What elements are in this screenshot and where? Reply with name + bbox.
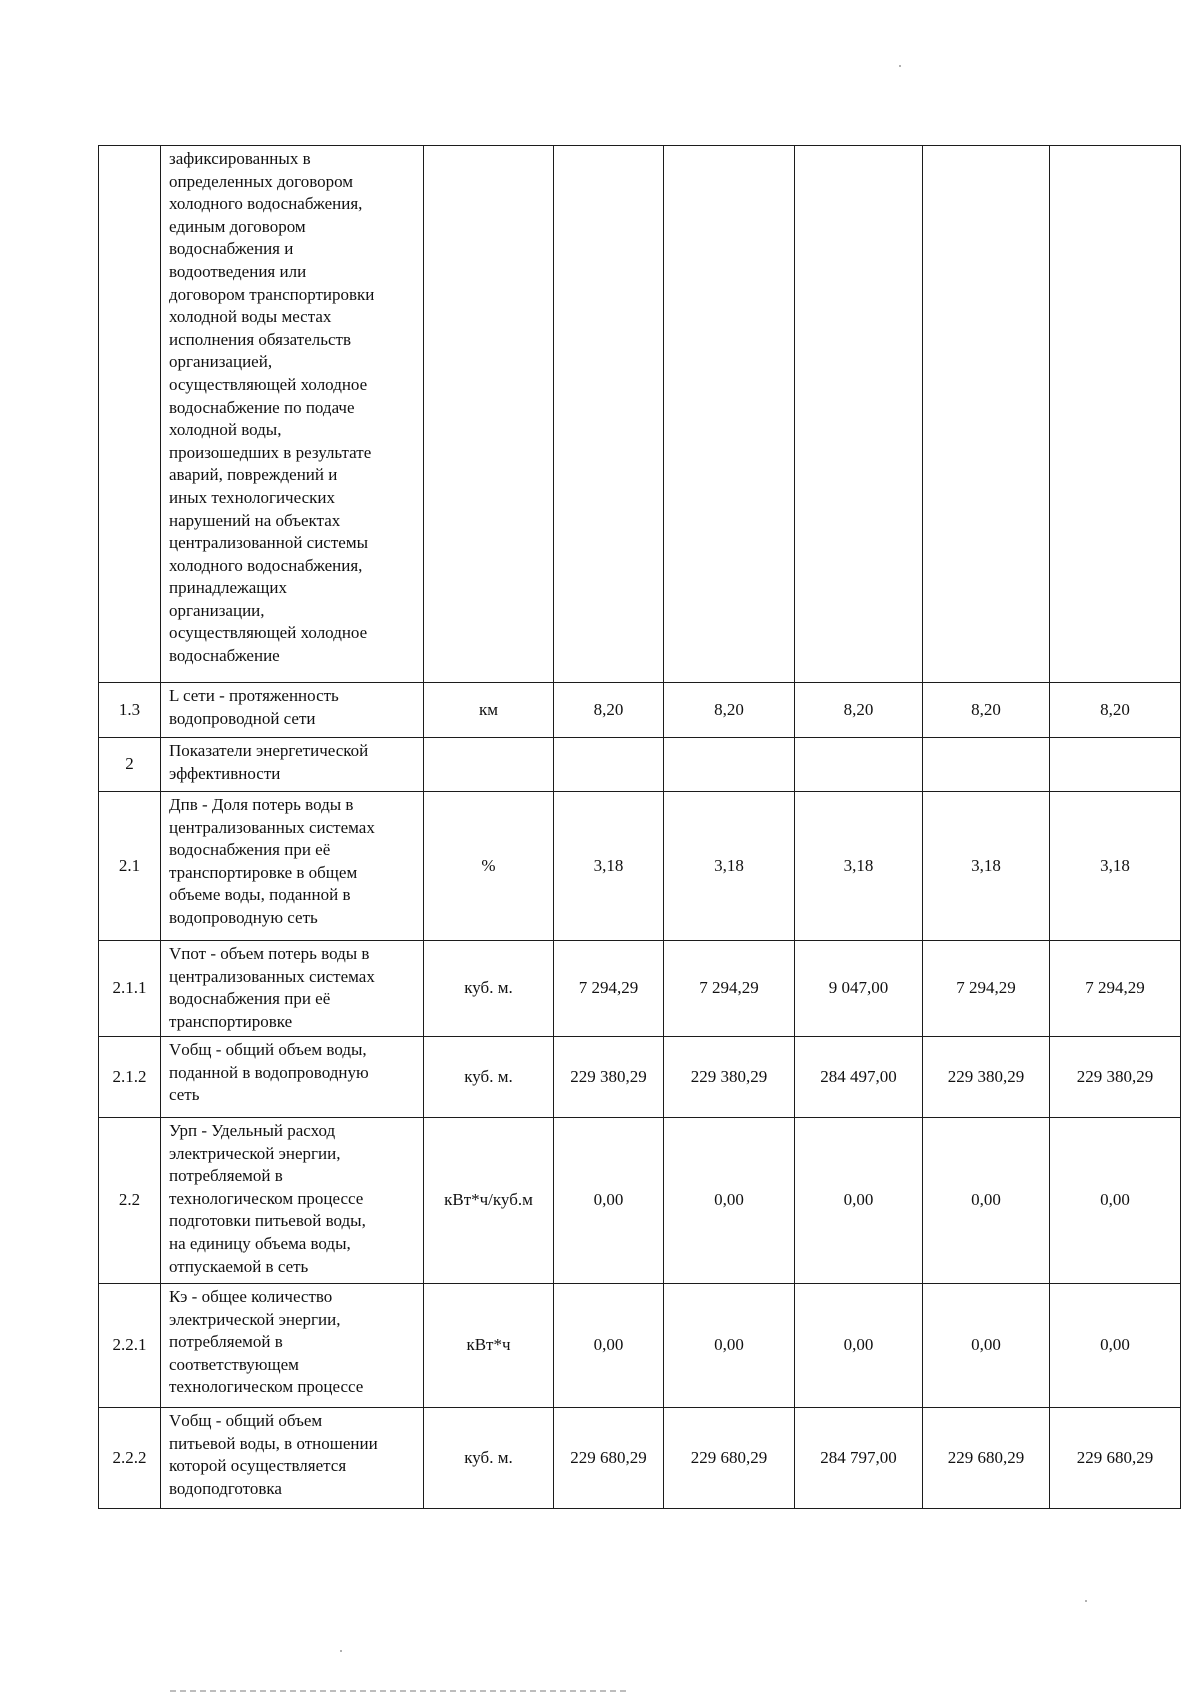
value-cell: 229 680,29 (554, 1408, 664, 1509)
value-cell: 9 047,00 (795, 941, 923, 1037)
indicator-description-cell (161, 738, 424, 792)
description-line: договором транспортировки (169, 284, 375, 304)
description-line: водоснабжение по подаче (169, 397, 355, 417)
value-cell (664, 738, 795, 792)
row-number-cell: 2.1 (99, 792, 161, 941)
value-cell: 229 680,29 (923, 1408, 1050, 1509)
value-cell: 229 380,29 (554, 1037, 664, 1118)
value-cell: 3,18 (923, 792, 1050, 941)
description-line: единым договором (169, 216, 306, 236)
description-line: водоотведения или (169, 261, 307, 281)
description-line: централизованных системах (169, 817, 375, 837)
value-cell: 7 294,29 (664, 941, 795, 1037)
value-cell (795, 738, 923, 792)
value-cell: 229 380,29 (664, 1037, 795, 1118)
row-number-cell: 2.2.1 (99, 1284, 161, 1408)
description-line: водоснабжения и (169, 239, 294, 259)
unit-cell: куб. м. (424, 941, 554, 1037)
description-line: которой осуществляется (169, 1456, 347, 1476)
description-line: транспортировке в общем (169, 862, 358, 882)
scan-speck (1085, 1600, 1087, 1602)
value-cell (1050, 146, 1181, 683)
table-row (99, 1037, 1181, 1118)
value-cell: 0,00 (795, 1284, 923, 1408)
value-cell: 229 380,29 (923, 1037, 1050, 1118)
value-cell (1050, 738, 1181, 792)
table-row (99, 1408, 1181, 1509)
table-row (99, 941, 1181, 1037)
description-line: зафиксированных в (169, 149, 311, 168)
value-cell: 0,00 (664, 1284, 795, 1408)
value-cell: 0,00 (554, 1118, 664, 1284)
value-cell: 3,18 (554, 792, 664, 941)
description-line: потребляемой в (169, 1332, 283, 1352)
unit-cell (424, 146, 554, 683)
description-line: на единицу объема воды, (169, 1233, 351, 1253)
description-line: сеть (169, 1085, 200, 1105)
description-line: Кэ - общее количество (169, 1287, 333, 1306)
indicator-description-cell (161, 941, 424, 1037)
description-line: аварий, повреждений и (169, 465, 338, 485)
description-line: соответствующем (169, 1354, 299, 1374)
indicator-description-cell (161, 683, 424, 738)
description-line: Показатели энергетической (169, 741, 369, 760)
value-cell: 0,00 (1050, 1118, 1181, 1284)
value-cell (795, 146, 923, 683)
unit-cell: кВт*ч (424, 1284, 554, 1408)
description-line: водоснабжения при её (169, 989, 331, 1009)
description-line: определенных договором (169, 171, 354, 191)
unit-cell: куб. м. (424, 1037, 554, 1118)
indicator-description-cell (161, 1284, 424, 1408)
description-line: исполнения обязательств (169, 329, 351, 349)
description-line: L сети - протяженность (169, 686, 339, 705)
row-number-cell: 2.2 (99, 1118, 161, 1284)
table-row (99, 146, 1181, 683)
description-line: холодной воды, (169, 420, 282, 440)
value-cell: 3,18 (795, 792, 923, 941)
scan-speck (899, 65, 901, 67)
description-line: Дпв - Доля потерь воды в (169, 795, 354, 814)
value-cell: 7 294,29 (1050, 941, 1181, 1037)
value-cell: 229 680,29 (664, 1408, 795, 1509)
description-line: организацией, (169, 352, 273, 372)
description-line: принадлежащих (169, 578, 287, 598)
description-line: электрической энергии, (169, 1143, 341, 1163)
unit-cell (424, 738, 554, 792)
scan-speck (340, 1650, 342, 1652)
description-line: Vпот - объем потерь воды в (169, 944, 370, 963)
value-cell: 0,00 (554, 1284, 664, 1408)
description-line: водоснабжение (169, 646, 280, 666)
value-cell: 7 294,29 (923, 941, 1050, 1037)
description-line: поданной в водопроводную (169, 1062, 369, 1082)
value-cell (923, 146, 1050, 683)
description-line: водопроводную сеть (169, 907, 318, 927)
description-line: произошедших в результате (169, 442, 372, 462)
row-number-cell: 2.1.2 (99, 1037, 161, 1118)
table-row (99, 683, 1181, 738)
value-cell: 8,20 (554, 683, 664, 738)
value-cell: 284 497,00 (795, 1037, 923, 1118)
description-line: Vобщ - общий объем (169, 1411, 323, 1430)
value-cell: 0,00 (1050, 1284, 1181, 1408)
description-line: централизованных системах (169, 966, 375, 986)
description-line: Vобщ - общий объем воды, (169, 1040, 367, 1059)
description-line: отпускаемой в сеть (169, 1256, 309, 1276)
description-line: нарушений на объектах (169, 510, 341, 530)
value-cell: 8,20 (664, 683, 795, 738)
row-number-cell: 2.2.2 (99, 1408, 161, 1509)
indicator-description-cell (161, 1037, 424, 1118)
value-cell: 3,18 (1050, 792, 1181, 941)
description-line: организации, (169, 600, 265, 620)
row-number-cell: 2.1.1 (99, 941, 161, 1037)
row-number-cell: 2 (99, 738, 161, 792)
value-cell: 8,20 (923, 683, 1050, 738)
value-cell (923, 738, 1050, 792)
description-line: иных технологических (169, 487, 335, 507)
value-cell: 229 380,29 (1050, 1037, 1181, 1118)
table-row (99, 1284, 1181, 1408)
description-line: потребляемой в (169, 1166, 283, 1186)
value-cell: 8,20 (1050, 683, 1181, 738)
value-cell: 0,00 (664, 1118, 795, 1284)
unit-cell: куб. м. (424, 1408, 554, 1509)
description-line: централизованной системы (169, 533, 369, 553)
indicator-description-cell (161, 1408, 424, 1509)
description-line: водопроводной сети (169, 708, 316, 728)
table-row (99, 792, 1181, 941)
value-cell: 0,00 (923, 1118, 1050, 1284)
indicator-description-cell (161, 146, 424, 683)
description-line: холодной воды местах (169, 307, 332, 327)
value-cell: 3,18 (664, 792, 795, 941)
description-line: транспортировке (169, 1011, 293, 1031)
value-cell: 8,20 (795, 683, 923, 738)
value-cell: 229 680,29 (1050, 1408, 1181, 1509)
unit-cell: кВт*ч/куб.м (424, 1118, 554, 1284)
description-line: эффективности (169, 763, 281, 783)
table-row (99, 1118, 1181, 1284)
value-cell (664, 146, 795, 683)
table-body (99, 146, 1181, 1509)
description-line: Урп - Удельный расход (169, 1121, 336, 1140)
value-cell: 7 294,29 (554, 941, 664, 1037)
description-line: осуществляющей холодное (169, 374, 368, 394)
description-line: технологическом процессе (169, 1377, 364, 1397)
value-cell (554, 146, 664, 683)
value-cell: 0,00 (923, 1284, 1050, 1408)
value-cell: 284 797,00 (795, 1408, 923, 1509)
description-line: водоснабжения при её (169, 840, 331, 860)
indicators-table (98, 145, 1181, 1509)
unit-cell: % (424, 792, 554, 941)
description-line: холодного водоснабжения, (169, 194, 363, 214)
description-line: технологическом процессе (169, 1188, 364, 1208)
description-line: холодного водоснабжения, (169, 555, 363, 575)
row-number-cell: 1.3 (99, 683, 161, 738)
description-line: осуществляющей холодное (169, 623, 368, 643)
description-line: питьевой воды, в отношении (169, 1433, 378, 1453)
indicator-description-cell (161, 792, 424, 941)
indicator-description-cell (161, 1118, 424, 1284)
scan-artifact-line (170, 1690, 630, 1692)
row-number-cell (99, 146, 161, 683)
value-cell: 0,00 (795, 1118, 923, 1284)
description-line: подготовки питьевой воды, (169, 1211, 366, 1231)
value-cell (554, 738, 664, 792)
table-row (99, 738, 1181, 792)
description-line: объеме воды, поданной в (169, 885, 351, 905)
unit-cell: км (424, 683, 554, 738)
description-line: электрической энергии, (169, 1309, 341, 1329)
description-line: водоподготовка (169, 1478, 282, 1498)
